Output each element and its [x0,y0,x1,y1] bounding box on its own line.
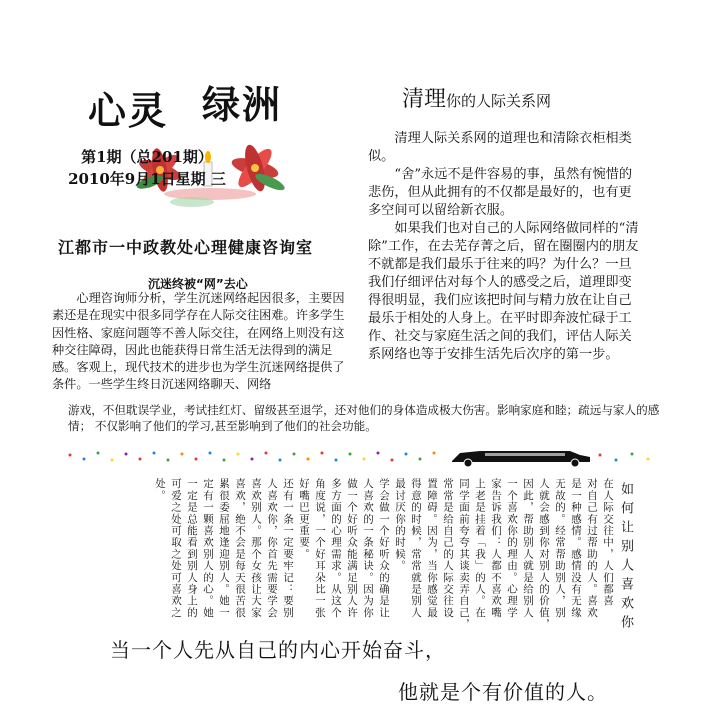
article3-column: 还有一条一定要牢记：要别 [282,478,294,619]
article3-column: 是一种感情。感情没有无缘 [570,478,582,619]
issue-date: 2010年9月1日星期 三 [68,170,226,188]
slogan-line1: 当一个人先从自己的内心开始奋斗， [110,638,446,662]
article3-column: 在人际交往中，人们都喜 [602,478,614,607]
article3-column: 同学面前夸夸其谈卖弄自己， [458,478,470,631]
masthead-title-part2: 绿洲 [202,83,283,127]
article3-column: 得意的时候，常常就是别人 [410,478,422,619]
article3-column: 喜欢，绝不会是每天很苦很 [234,478,246,619]
article3-vertical-text [60,478,645,648]
article3-column: 一个喜欢你的理由。心理学 [506,478,518,619]
article3-column: 家告诉我们：人都不喜欢嘴 [490,478,502,619]
article2-paragraph: 清理人际关系网的道理也和清除衣柜相类似。 [368,131,632,164]
article2-body [368,130,640,364]
limousine-icon [452,451,590,467]
article3-column: 学会做一个好听众的确是让 [378,478,390,619]
article3-column: 对自己有过帮助的人。喜欢 [586,478,598,619]
article2-paragraph: 如果我们也对自己的人际网络做同样的“清除”工作，在去芜存菁之后，留在圈圈内的朋友不就都是我们最乐于往来的吗？为什么？一旦我们仔细评估对每个人的感受之后，道理即变得很明显，我们应该把时间与精力放在让自己最乐于相处的人身上。在平时即奔波忙碌于工作、社交与家庭生活之间的我们，评估人际关系网络也等于安排生活先后次序的第一步。 [368,221,639,362]
article3-column: 人喜欢的一条秘诀。因为你 [362,478,374,619]
article3-column: 最讨厌你的时候。 [394,478,406,572]
article3-column: 无故的。经常帮助别人，别 [554,478,566,619]
car-decoration-strip [60,445,660,469]
article3-column: 可爱之处可取之处可喜欢之 [170,478,182,619]
article2-paragraph: “舍”永远不是件容易的事，虽然有惋惜的悲伤，但从此拥有的不仅都是最好的，也有更多空间可以留给新衣服。 [368,167,633,218]
poinsettia-flower-right [230,143,287,194]
article3-column: 喜欢别人。那个女孩让大家 [250,478,262,619]
article3-column: 人就会感到你对别人的价值， [538,478,550,631]
article3-column: 人喜欢你，你首先需要学会 [266,478,278,619]
article3-column: 置障碍。因为，当你感觉最 [426,478,438,619]
article3-column: 角度说，一个好耳朵比一张 [314,478,326,619]
article2-title-big: 清理 [402,87,447,112]
article2-title-small: 你的人际关系网 [446,92,552,110]
article3-column: 累很委屈地逢迎别人。她一 [218,478,230,619]
issue-info [62,146,232,190]
masthead-title-part1: 心灵 [88,89,169,133]
article2-title [402,82,551,113]
article3-column: 做一个好听众能满足别人许 [346,478,358,619]
article1-title: 沉迷终被“网”去心 [148,277,248,291]
article3-column: 好嘴巴更重要。 [298,478,310,560]
slogan-line2: 他就是个有价值的人。 [398,680,608,704]
article3-title: 如何让别人喜欢你 [618,482,633,634]
school-name: 江都市一中政教处心理健康咨询室 [58,238,314,257]
article1-body: 心理咨询师分析，学生沉迷网络起因很多，主要因素还是在现实中很多同学存在人际交往困难。许多学生因性格、家庭问题等不善人际交往，在网络上则没有这种交往障碍，因此也能获得日常生活无法得到的满足感。客观上，现代技术的进步也为学生沉迷网络提供了条件。一些学生终日沉迷网络聊天、网络 [52,291,345,392]
article3-column: 常常是给自己的人际交往设 [442,478,454,619]
decor-base [164,188,256,207]
article3-column: 定有一颗喜欢别人的心。她 [202,478,214,619]
article3-column: 多方面的心理需求。从这个 [330,478,342,619]
article3-column: 因此，帮助别人就是给别人 [522,478,534,619]
article3-column: 一定是总能看到别人身上的 [186,478,198,619]
article3-column: 上老是挂着「我」的人。在 [474,478,486,619]
issue-number: 第1期（总201期） [81,148,213,166]
article3-column: 处。 [154,478,166,502]
article1-continuation: 游戏，不但耽误学业，考试挂红灯、留级甚至退学，还对他们的身体造成极大伤害。影响家庭和睦；疏远与家人的感情； 不仅影响了他们的学习,甚至影响到了他们的社会功能。 [68,403,660,433]
